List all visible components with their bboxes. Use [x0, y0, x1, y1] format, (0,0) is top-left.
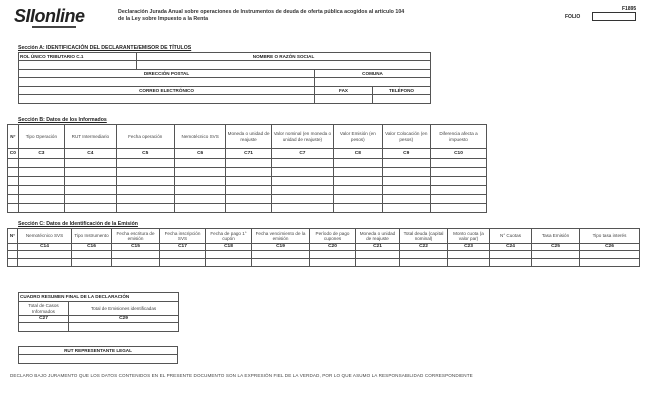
c-code-n [8, 244, 18, 251]
b-col-fecha-operacion: Fecha operación [116, 125, 174, 149]
form-title-line1: Declaración Jurada Anual sobre operaciones de Instrumentos de deuda de oferta pública acogidos al artículo 104 [118, 9, 405, 15]
section-b-table [7, 124, 487, 213]
declaration-text: DECLARO BAJO JURAMENTO QUE LOS DATOS CONTENIDOS EN EL PRESENTE DOCUMENTO SON LA EXPRESIÓN FIEL DE LA VERDAD, POR LO QUE ASUMO LA RESPONSABILIDAD CORRESPONDIENTE [10, 373, 473, 378]
logo-underline [32, 26, 76, 28]
c-code-c22: C22 [400, 244, 448, 251]
b-col-n: N° [8, 125, 19, 149]
b-col-rut-intermediario: RUT Intermediario [65, 125, 117, 149]
name-field[interactable] [137, 61, 431, 70]
b-code-c10: C10 [430, 149, 486, 159]
name-label: NOMBRE O RAZÓN SOCIAL [137, 53, 431, 61]
c-code-c26: C26 [580, 244, 640, 251]
table-row[interactable] [8, 159, 487, 168]
summary-code-c27: C27 [19, 316, 69, 323]
c-col-periodo-pago: Período de pago cupones [310, 229, 356, 244]
phone-field[interactable] [373, 95, 431, 104]
sii-online-logo [14, 6, 85, 34]
summary-table [18, 292, 179, 332]
commune-label: COMUNA [315, 70, 431, 78]
c-code-c19: C19 [252, 244, 310, 251]
c-code-c21: C21 [356, 244, 400, 251]
folio-field[interactable] [592, 12, 636, 21]
table-row[interactable] [8, 177, 487, 186]
b-col-nemotecnico: Nemotécnico SVS [174, 125, 226, 149]
email-field[interactable] [19, 95, 315, 104]
c-col-monto-cuota: Monto cuota (a valor par) [448, 229, 490, 244]
legal-rep-field[interactable] [19, 355, 178, 364]
address-label: DIRECCIÓN POSTAL [19, 70, 315, 78]
form-code: F1895 [622, 6, 637, 12]
phone-label: TELÉFONO [373, 87, 431, 95]
c-code-c14: C14 [18, 244, 72, 251]
rut-field[interactable] [19, 61, 137, 70]
c-code-c16: C16 [72, 244, 112, 251]
logo-text: SIIonline [14, 6, 85, 26]
b-code-c7: C7 [271, 149, 333, 159]
c-code-c15: C15 [112, 244, 160, 251]
summary-col2-label: Total de Emisiones identificadas [69, 302, 179, 316]
table-row[interactable] [8, 186, 487, 195]
table-row[interactable] [8, 251, 640, 259]
c-col-fecha-vencimiento: Fecha vencimiento de la emisión [252, 229, 310, 244]
c-code-c23: C23 [448, 244, 490, 251]
summary-title: CUADRO RESUMEN FINAL DE LA DECLARACIÓN [19, 293, 179, 302]
c-col-fecha-pago-cupon: Fecha de pago 1° cupón [206, 229, 252, 244]
b-code-c6: C6 [174, 149, 226, 159]
email-label: CORREO ELECTRÓNICO [19, 87, 315, 95]
summary-code-c29: C29 [69, 316, 179, 323]
c-col-total-deuda: Total deuda (capital nominal) [400, 229, 448, 244]
c-code-c17: C17 [160, 244, 206, 251]
b-col-moneda: Moneda o unidad de reajuste [226, 125, 271, 149]
b-code-c9: C9 [382, 149, 430, 159]
c-col-fecha-inscripcion: Fecha inscripción SVS [160, 229, 206, 244]
c-col-tipo-tasa: Tipo tasa interés [580, 229, 640, 244]
section-c-title: Sección C: Datos de Identificación de la Emisión [18, 221, 138, 227]
b-col-tipo-operacion: Tipo Operación [18, 125, 64, 149]
b-code-c0: C0 [8, 149, 19, 159]
c-col-n: N° [8, 229, 18, 244]
rut-label: ROL ÚNICO TRIBUTARIO C.1 [19, 53, 137, 61]
table-row[interactable] [8, 204, 487, 213]
table-row[interactable] [8, 168, 487, 177]
summary-c27-field[interactable] [19, 323, 69, 332]
b-code-c4: C4 [65, 149, 117, 159]
b-code-c3: C3 [18, 149, 64, 159]
c-col-tasa-emision: Tasa Emisión [532, 229, 580, 244]
summary-col1-label: Total de Casos Informados [19, 302, 69, 316]
section-c-table [7, 228, 640, 267]
folio-label: FOLIO [565, 14, 581, 20]
legal-rep-table [18, 346, 178, 364]
summary-c29-field[interactable] [69, 323, 179, 332]
c-code-c25: C25 [532, 244, 580, 251]
commune-field[interactable] [315, 78, 431, 87]
section-a-title: Sección A: IDENTIFICACIÓN DEL DECLARANTE/EMISOR DE TÍTULOS [18, 45, 192, 51]
b-col-diferencia: Diferencia afecta a impuesto [430, 125, 486, 149]
b-col-valor-colocacion: Valor Colocación (en pesos) [382, 125, 430, 149]
c-col-fecha-escritura: Fecha escritura de emisión [112, 229, 160, 244]
b-col-valor-nominal: Valor nominal (en moneda o unidad de reajuste) [271, 125, 333, 149]
c-code-c24: C24 [490, 244, 532, 251]
b-code-c71: C71 [226, 149, 271, 159]
address-field[interactable] [19, 78, 315, 87]
legal-rep-label: RUT REPRESENTANTE LEGAL [19, 347, 178, 355]
form-title-line2: de la Ley sobre Impuesto a la Renta [118, 16, 209, 22]
c-col-n-cuotas: N° Cuotas [490, 229, 532, 244]
b-code-c8: C8 [334, 149, 382, 159]
b-code-c5: C5 [116, 149, 174, 159]
fax-label: FAX [315, 87, 373, 95]
b-col-valor-emision: Valor Emisión (en pesos) [334, 125, 382, 149]
fax-field[interactable] [315, 95, 373, 104]
section-a-table [18, 52, 431, 104]
c-col-tipo-instrumento: Tipo Instrumento [72, 229, 112, 244]
c-code-c18: C18 [206, 244, 252, 251]
section-b-title: Sección B: Datos de los Informados [18, 117, 107, 123]
form-title [118, 9, 478, 23]
c-code-c20: C20 [310, 244, 356, 251]
c-col-moneda: Moneda o unidad de reajuste [356, 229, 400, 244]
c-col-nemotecnico: Nemotécnico SVS [18, 229, 72, 244]
table-row[interactable] [8, 259, 640, 267]
table-row[interactable] [8, 195, 487, 204]
